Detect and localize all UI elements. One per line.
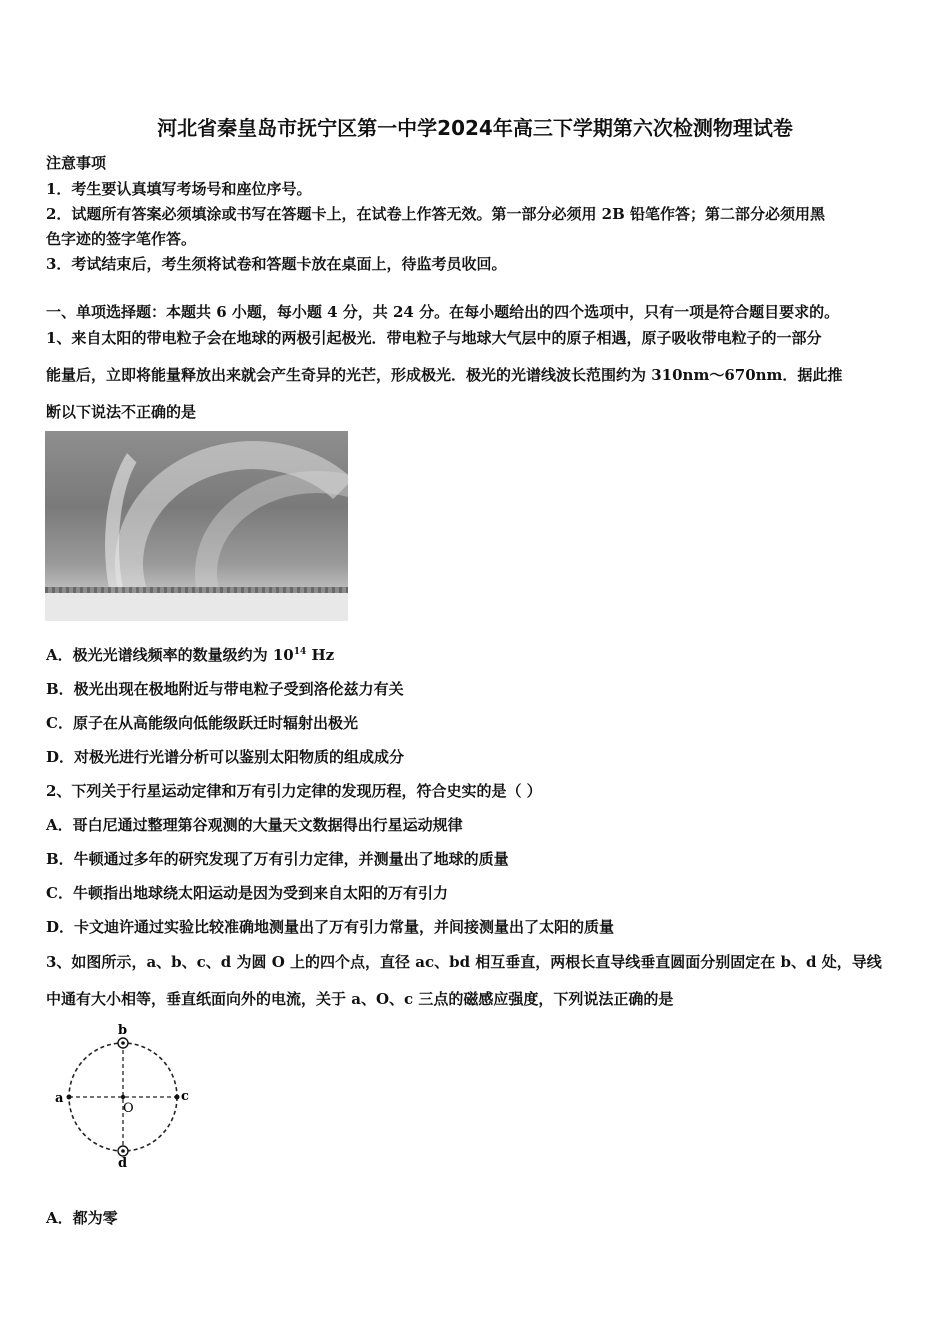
option-a-text: A．极光光谱线频率的数量级约为 10: [46, 646, 294, 664]
option-c[interactable]: C．牛顿指出地球绕太阳运动是因为受到来自太阳的万有引力: [46, 884, 448, 902]
question-3-line: 中通有大小相等，垂直纸面向外的电流，关于 a、O、c 三点的磁感应强度，下列说法正确的是: [46, 990, 674, 1008]
point-c: [175, 1095, 180, 1100]
question-3-line: 3、如图所示，a、b、c、d 为圆 O 上的四个点，直径 ac、bd 相互垂直，两根长直导线垂直圆面分别固定在 b、d 处，导线: [46, 953, 882, 971]
option-d[interactable]: D．对极光进行光谱分析可以鉴别太阳物质的组成成分: [46, 748, 405, 766]
notice-item: 2．试题所有答案必须填涂或书写在答题卡上，在试卷上作答无效。第一部分必须用 2B 铅笔作答；第二部分必须用黑: [46, 205, 826, 223]
circle-diagram: [50, 1022, 200, 1172]
option-a-exponent: 14: [293, 647, 307, 657]
question-1-line: 1、来自太阳的带电粒子会在地球的两极引起极光．带电粒子与地球大气层中的原子相遇，原子吸收带电粒子的一部分: [46, 329, 822, 347]
option-a[interactable]: A．都为零: [46, 1209, 118, 1227]
page-title: 河北省秦皇岛市抚宁区第一中学2024年高三下学期第六次检测物理试卷: [157, 116, 793, 140]
point-o: [121, 1095, 125, 1099]
section-heading: 一、单项选择题：本题共 6 小题，每小题 4 分，共 24 分。在每小题给出的四个选项中，只有一项是符合题目要求的。: [46, 303, 840, 321]
label-a: a: [55, 1091, 64, 1106]
label-c: c: [181, 1089, 189, 1104]
question-2-stem: 2、下列关于行星运动定律和万有引力定律的发现历程，符合史实的是（ ）: [46, 782, 542, 800]
label-d: d: [118, 1156, 128, 1171]
label-o: O: [123, 1101, 134, 1116]
option-a-unit: Hz: [306, 646, 335, 664]
notice-item: 1．考生要认真填写考场号和座位序号。: [46, 180, 312, 198]
wire-d-dot: [121, 1149, 125, 1153]
option-b[interactable]: B．极光出现在极地附近与带电粒子受到洛伦兹力有关: [46, 680, 404, 698]
option-d[interactable]: D．卡文迪许通过实验比较准确地测量出了万有引力常量，并间接测量出了太阳的质量: [46, 918, 615, 936]
option-a[interactable]: A．哥白尼通过整理第谷观测的大量天文数据得出行星运动规律: [46, 816, 463, 834]
notice-item: 3．考试结束后，考生须将试卷和答题卡放在桌面上，待监考员收回。: [46, 255, 507, 273]
option-b[interactable]: B．牛顿通过多年的研究发现了万有引力定律，并测量出了地球的质量: [46, 850, 509, 868]
option-c[interactable]: C．原子在从高能级向低能级跃迁时辐射出极光: [46, 714, 358, 732]
option-a[interactable]: [46, 644, 908, 665]
notice-item: 色字迹的签字笔作答。: [46, 230, 197, 248]
wire-b-dot: [121, 1041, 125, 1045]
label-b: b: [118, 1023, 128, 1038]
question-1-line: 断以下说法不正确的是: [46, 403, 197, 421]
aurora-photo: [45, 431, 348, 621]
point-a: [67, 1095, 72, 1100]
question-1-line: 能量后，立即将能量释放出来就会产生奇异的光芒，形成极光．极光的光谱线波长范围约为 310nm～670nm．据此推: [46, 366, 843, 384]
notice-heading: 注意事项: [46, 154, 107, 172]
